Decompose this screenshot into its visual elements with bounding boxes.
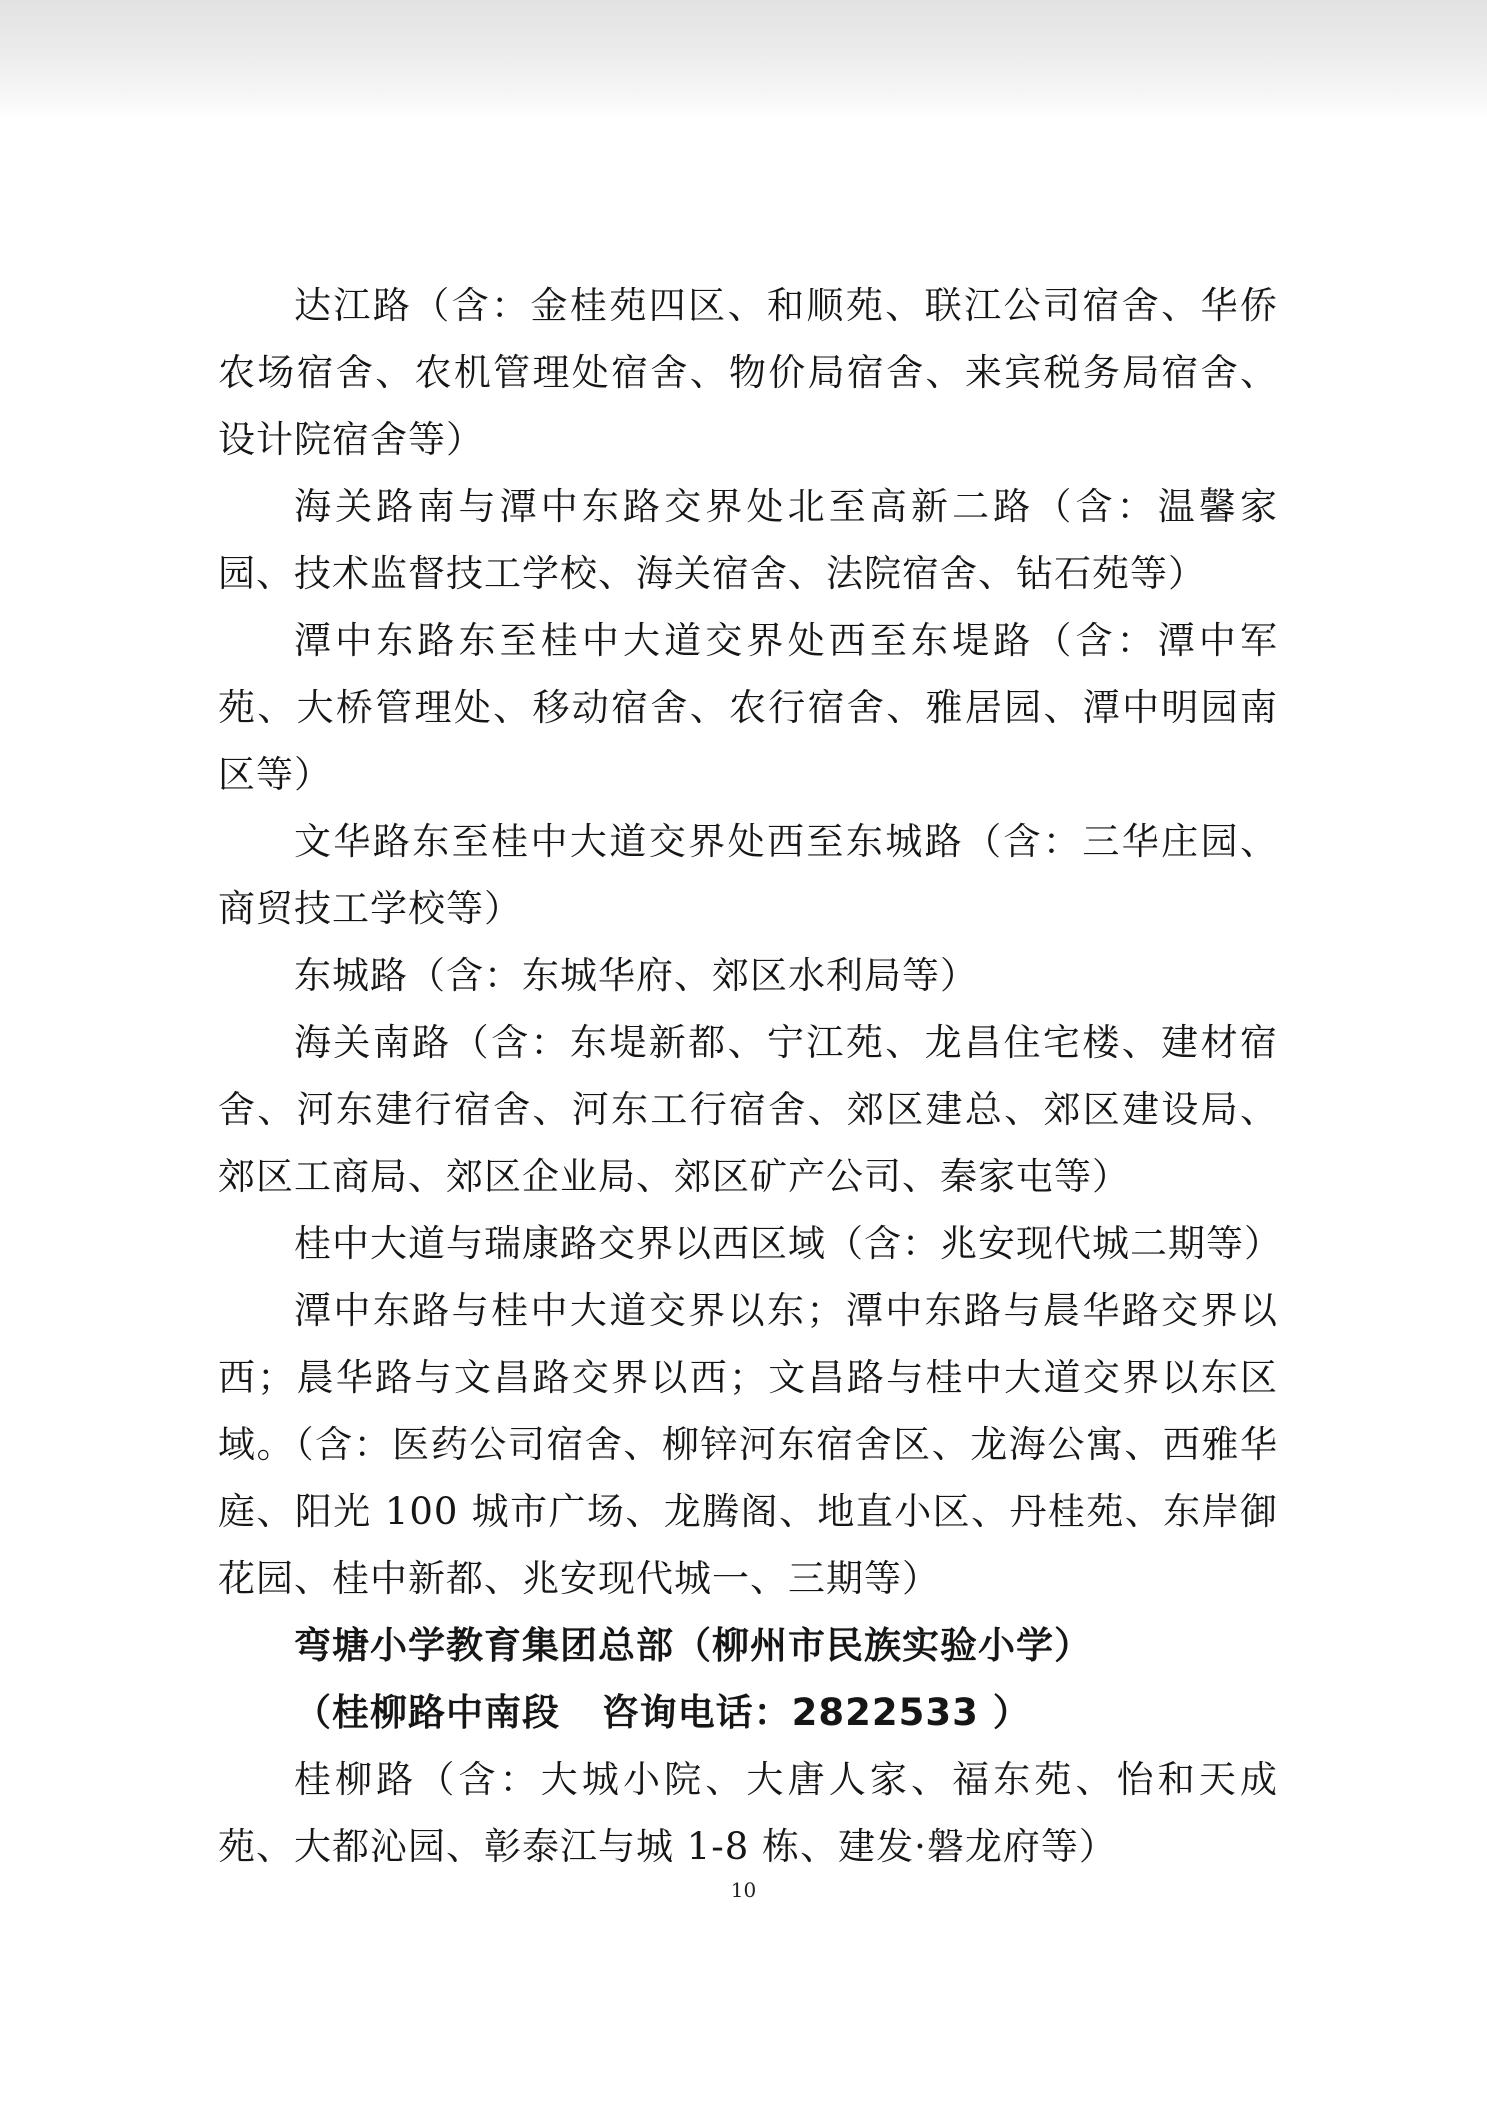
school-heading: 弯塘小学教育集团总部（柳州市民族实验小学） <box>294 1624 1092 1667</box>
scan-shadow-band <box>0 0 1487 118</box>
paragraph-guiliu-road: 桂柳路（含：大城小院、大唐人家、福东苑、怡和天成苑、大都沁园、彰泰江与城 1-8 栋、建发·磐龙府等） <box>218 1758 1278 1868</box>
paragraph-tanzhong-east-road: 潭中东路东至桂中大道交界处西至东堤路（含：潭中军苑、大桥管理处、移动宿舍、农行宿舍、雅居园、潭中明园南区等） <box>218 619 1278 796</box>
paragraph-wenhua-road: 文华路东至桂中大道交界处西至东城路（含：三华庄园、商贸技工学校等） <box>218 820 1278 930</box>
paragraph-tanzhong-east-area: 潭中东路与桂中大道交界以东；潭中东路与晨华路交界以西；晨华路与文昌路交界以西；文昌路与桂中大道交界以东区域。（含：医药公司宿舍、柳锌河东宿舍区、龙海公寓、西雅华庭、阳光 100 城市广场、龙腾阁、地直小区、丹桂苑、东岸御花园、桂中新都、兆安现代城一、三期等） <box>218 1289 1278 1600</box>
paragraph-haiguan-road-south: 海关路南与潭中东路交界处北至高新二路（含：温馨家园、技术监督技工学校、海关宿舍、法院宿舍、钻石苑等） <box>218 485 1278 595</box>
school-contact-info: （桂柳路中南段 咨询电话：2822533 ） <box>294 1691 1031 1734</box>
paragraph-dongcheng-road: 东城路（含：东城华府、郊区水利局等） <box>294 954 978 997</box>
document-body <box>218 272 1282 1880</box>
page-number: 10 <box>730 1878 757 1902</box>
paragraph-dajiang-road: 达江路（含：金桂苑四区、和顺苑、联江公司宿舍、华侨农场宿舍、农机管理处宿舍、物价局宿舍、来宾税务局宿舍、设计院宿舍等） <box>218 284 1278 461</box>
paragraph-haiguan-south-road: 海关南路（含：东堤新都、宁江苑、龙昌住宅楼、建材宿舍、河东建行宿舍、河东工行宿舍、郊区建总、郊区建设局、郊区工商局、郊区企业局、郊区矿产公司、秦家屯等） <box>218 1021 1278 1198</box>
paragraph-guizhong-avenue: 桂中大道与瑞康路交界以西区域（含：兆安现代城二期等） <box>294 1222 1282 1265</box>
